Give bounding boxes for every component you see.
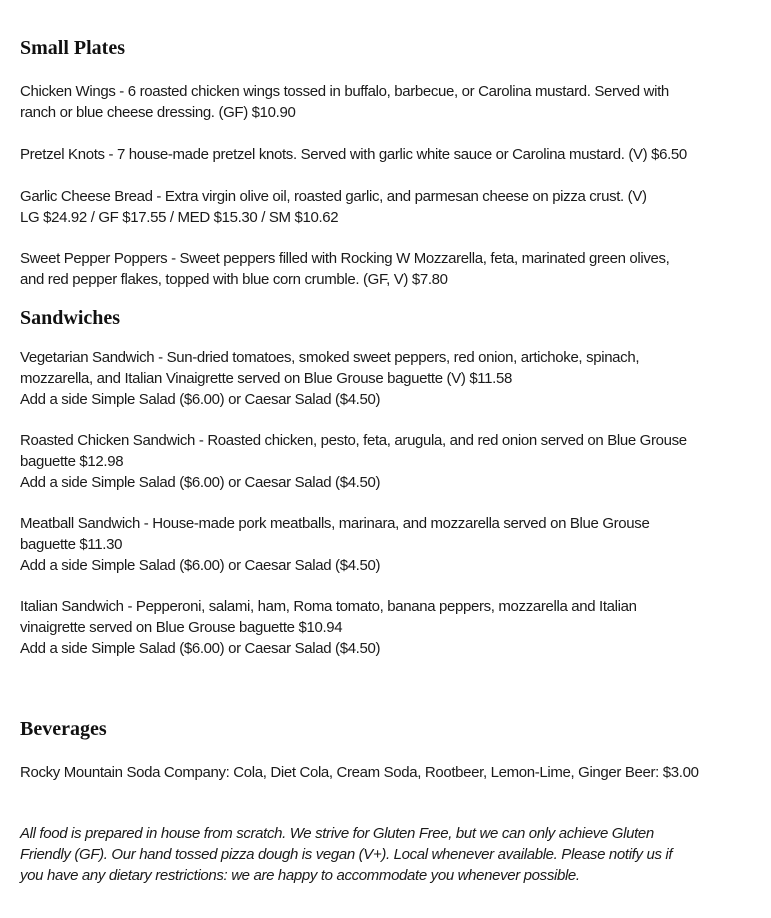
item-line: Italian Sandwich - Pepperoni, salami, ham, Roma tomato, banana peppers, mozzarella and Italian bbox=[20, 598, 637, 615]
note-line: Friendly (GF). Our hand tossed pizza dough is vegan (V+). Local whenever available. Please notify us if bbox=[20, 846, 673, 863]
item-line: Meatball Sandwich - House-made pork meatballs, marinara, and mozzarella served on Blue Grouse bbox=[20, 515, 650, 532]
item-line: and red pepper flakes, topped with blue corn crumble. (GF, V) $7.80 bbox=[20, 271, 448, 288]
item-line: Add a side Simple Salad ($6.00) or Caesar Salad ($4.50) bbox=[20, 391, 381, 408]
menu-item-roasted-chicken-sandwich bbox=[20, 430, 687, 493]
section-heading-beverages: Beverages bbox=[20, 718, 107, 740]
item-line: vinaigrette served on Blue Grouse baguette $10.94 bbox=[20, 619, 343, 636]
section-heading-sandwiches: Sandwiches bbox=[20, 307, 121, 329]
item-line: baguette $11.30 bbox=[20, 536, 123, 553]
item-line: Sweet Pepper Poppers - Sweet peppers filled with Rocking W Mozzarella, feta, marinated green olives, bbox=[20, 250, 670, 267]
item-line: Roasted Chicken Sandwich - Roasted chicken, pesto, feta, arugula, and red onion served on Blue Grouse bbox=[20, 432, 687, 449]
menu-item-meatball-sandwich bbox=[20, 513, 649, 576]
item-line: Garlic Cheese Bread - Extra virgin olive oil, roasted garlic, and parmesan cheese on pizza crust. (V) bbox=[20, 188, 647, 205]
note-line: All food is prepared in house from scratch. We strive for Gluten Free, but we can only achieve Gluten bbox=[20, 825, 654, 842]
item-line: ranch or blue cheese dressing. (GF) $10.90 bbox=[20, 104, 296, 121]
item-line: LG $24.92 / GF $17.55 / MED $15.30 / SM $10.62 bbox=[20, 209, 339, 226]
item-line: Add a side Simple Salad ($6.00) or Caesar Salad ($4.50) bbox=[20, 557, 381, 574]
menu-item-pretzel-knots bbox=[20, 144, 687, 165]
item-line: Vegetarian Sandwich - Sun-dried tomatoes, smoked sweet peppers, red onion, artichoke, spinach, bbox=[20, 349, 640, 366]
section-heading-small-plates: Small Plates bbox=[20, 37, 125, 59]
item-line: Pretzel Knots - 7 house-made pretzel knots. Served with garlic white sauce or Carolina mustard. (V) $6.50 bbox=[20, 146, 687, 163]
item-line: mozzarella, and Italian Vinaigrette served on Blue Grouse baguette (V) $11.58 bbox=[20, 370, 512, 387]
menu-item-sweet-pepper-poppers bbox=[20, 248, 670, 290]
item-line: Chicken Wings - 6 roasted chicken wings tossed in buffalo, barbecue, or Carolina mustard. Served with bbox=[20, 83, 669, 100]
item-line: Add a side Simple Salad ($6.00) or Caesar Salad ($4.50) bbox=[20, 474, 381, 491]
menu-item-italian-sandwich bbox=[20, 596, 637, 659]
footer-note bbox=[20, 823, 672, 886]
item-line: Add a side Simple Salad ($6.00) or Caesar Salad ($4.50) bbox=[20, 640, 381, 657]
menu-item-soda bbox=[20, 762, 699, 783]
note-line: you have any dietary restrictions: we are happy to accommodate you whenever possible. bbox=[20, 867, 580, 884]
item-line: baguette $12.98 bbox=[20, 453, 124, 470]
menu-item-vegetarian-sandwich bbox=[20, 347, 639, 410]
item-line: Rocky Mountain Soda Company: Cola, Diet Cola, Cream Soda, Rootbeer, Lemon-Lime, Ginger Beer: $3.00 bbox=[20, 764, 699, 781]
menu-item-garlic-cheese-bread bbox=[20, 186, 647, 228]
menu-item-chicken-wings bbox=[20, 81, 669, 123]
